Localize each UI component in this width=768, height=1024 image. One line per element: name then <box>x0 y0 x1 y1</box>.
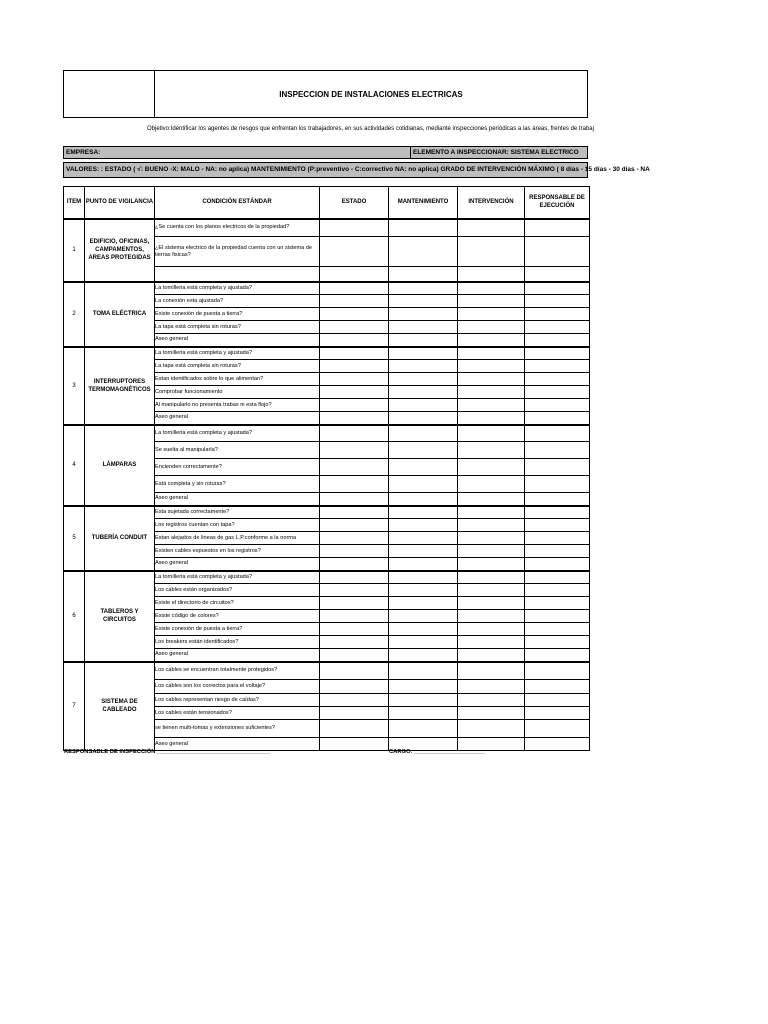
responsable-cell[interactable] <box>525 321 590 334</box>
item-number: 2 <box>64 282 85 347</box>
responsable-cell[interactable] <box>525 707 590 720</box>
estado-cell[interactable] <box>320 373 389 386</box>
table-row <box>64 662 590 680</box>
condicion-estandar: Aseo general <box>155 334 320 347</box>
intervencion-cell[interactable] <box>458 545 525 558</box>
responsable-cell[interactable] <box>525 334 590 347</box>
logo-box <box>63 70 155 118</box>
responsable-cell[interactable] <box>525 295 590 308</box>
mantenimiento-cell[interactable] <box>389 506 458 519</box>
condicion-estandar: Existen cables expuestos en los registros? <box>155 545 320 558</box>
punto-vigilancia: EDIFICIO, OFICINAS, CAMPAMENTOS, AREAS PROTEGIDAS <box>85 219 155 282</box>
responsable-cell[interactable] <box>525 386 590 399</box>
header-intervencion: INTERVENCIÓN <box>458 187 525 219</box>
intervencion-cell[interactable] <box>458 558 525 571</box>
estado-cell[interactable] <box>320 720 389 738</box>
condicion-estandar: Aseo general <box>155 649 320 662</box>
mantenimiento-cell[interactable] <box>389 597 458 610</box>
condicion-estandar: Los cables representan riesgo de caídas? <box>155 694 320 707</box>
responsable-cell[interactable] <box>525 623 590 636</box>
estado-cell[interactable] <box>320 493 389 506</box>
intervencion-cell[interactable] <box>458 662 525 680</box>
responsable-cell[interactable] <box>525 267 590 282</box>
condicion-estandar: se tienen multi-tomas y extensiones suficientes? <box>155 720 320 738</box>
intervencion-cell[interactable] <box>458 219 525 237</box>
condicion-estandar: Estan identificados sobre lo que alimentan? <box>155 373 320 386</box>
intervencion-cell[interactable] <box>458 459 525 476</box>
mantenimiento-cell[interactable] <box>389 707 458 720</box>
condicion-estandar: Comprobar funcionamiento <box>155 386 320 399</box>
intervencion-cell[interactable] <box>458 442 525 459</box>
estado-cell[interactable] <box>320 738 389 751</box>
mantenimiento-cell[interactable] <box>389 571 458 584</box>
responsable-cell[interactable] <box>525 558 590 571</box>
responsable-cell[interactable] <box>525 636 590 649</box>
responsable-cell[interactable] <box>525 459 590 476</box>
condicion-estandar: La tornilleria está completa y ajustada? <box>155 425 320 442</box>
objective-text: Objetivo:Identificar los agentes de riesgos que enfrentan los trabajadores, en sus actividades cotidianas, mediante inspecciones periódicas a las áreas, frentes de trabaj <box>147 126 594 132</box>
estado-cell[interactable] <box>320 459 389 476</box>
mantenimiento-cell[interactable] <box>389 636 458 649</box>
mantenimiento-cell[interactable] <box>389 399 458 412</box>
mantenimiento-cell[interactable] <box>389 649 458 662</box>
estado-cell[interactable] <box>320 442 389 459</box>
intervencion-cell[interactable] <box>458 506 525 519</box>
estado-cell[interactable] <box>320 571 389 584</box>
header-responsable: RESPONSABLE DE EJECUCIÓN <box>525 187 590 219</box>
condicion-estandar: Estan alejados de lineas de gas L.P.conforme a la norma <box>155 532 320 545</box>
inspection-table <box>63 186 590 751</box>
condicion-estandar: Aseo general <box>155 558 320 571</box>
intervencion-cell[interactable] <box>458 610 525 623</box>
estado-cell[interactable] <box>320 680 389 694</box>
item-number: 6 <box>64 571 85 662</box>
intervencion-cell[interactable] <box>458 425 525 442</box>
intervencion-cell[interactable] <box>458 636 525 649</box>
mantenimiento-cell[interactable] <box>389 532 458 545</box>
mantenimiento-cell[interactable] <box>389 459 458 476</box>
estado-cell[interactable] <box>320 623 389 636</box>
intervencion-cell[interactable] <box>458 720 525 738</box>
intervencion-cell[interactable] <box>458 295 525 308</box>
responsable-cell[interactable] <box>525 493 590 506</box>
punto-vigilancia: TOMA ELÉCTRICA <box>85 282 155 347</box>
responsable-cell[interactable] <box>525 680 590 694</box>
estado-cell[interactable] <box>320 295 389 308</box>
condicion-estandar: Aseo general <box>155 493 320 506</box>
mantenimiento-cell[interactable] <box>389 545 458 558</box>
estado-cell[interactable] <box>320 386 389 399</box>
estado-cell[interactable] <box>320 237 389 267</box>
condicion-estandar: Los cables se encuentran totalmente protegidos? <box>155 662 320 680</box>
estado-cell[interactable] <box>320 584 389 597</box>
mantenimiento-cell[interactable] <box>389 476 458 493</box>
item-number: 4 <box>64 425 85 506</box>
intervencion-cell[interactable] <box>458 412 525 425</box>
responsable-cell[interactable] <box>525 545 590 558</box>
intervencion-cell[interactable] <box>458 584 525 597</box>
responsable-cell[interactable] <box>525 442 590 459</box>
mantenimiento-cell[interactable] <box>389 282 458 295</box>
estado-cell[interactable] <box>320 347 389 360</box>
mantenimiento-cell[interactable] <box>389 720 458 738</box>
mantenimiento-cell[interactable] <box>389 519 458 532</box>
condicion-estandar: La tornilleria está completa y ajustada? <box>155 282 320 295</box>
mantenimiento-cell[interactable] <box>389 662 458 680</box>
condicion-estandar: La tapa está completa sin roturas? <box>155 321 320 334</box>
form-title: INSPECCION DE INSTALACIONES ELECTRICAS <box>154 70 588 118</box>
intervencion-cell[interactable] <box>458 623 525 636</box>
condicion-estandar: ¿El sistema electrico de la propiedad cuenta con un sistema de tierras fisicas? <box>155 237 320 267</box>
header-condicion: CONDICIÓN ESTÁNDAR <box>155 187 320 219</box>
punto-vigilancia: LÁMPARAS <box>85 425 155 506</box>
responsable-cell[interactable] <box>525 425 590 442</box>
responsable-cell[interactable] <box>525 662 590 680</box>
responsable-cell[interactable] <box>525 720 590 738</box>
condicion-estandar: Existe código de colores? <box>155 610 320 623</box>
responsable-cell[interactable] <box>525 373 590 386</box>
table-row <box>64 282 590 295</box>
intervencion-cell[interactable] <box>458 649 525 662</box>
estado-cell[interactable] <box>320 308 389 321</box>
responsable-cell[interactable] <box>525 597 590 610</box>
estado-cell[interactable] <box>320 597 389 610</box>
mantenimiento-cell[interactable] <box>389 610 458 623</box>
condicion-estandar: Aseo general <box>155 738 320 751</box>
intervencion-cell[interactable] <box>458 237 525 267</box>
intervencion-cell[interactable] <box>458 476 525 493</box>
mantenimiento-cell[interactable] <box>389 425 458 442</box>
estado-cell[interactable] <box>320 558 389 571</box>
intervencion-cell[interactable] <box>458 707 525 720</box>
table-row <box>64 506 590 519</box>
estado-cell[interactable] <box>320 662 389 680</box>
responsable-cell[interactable] <box>525 610 590 623</box>
responsable-cell[interactable] <box>525 519 590 532</box>
intervencion-cell[interactable] <box>458 386 525 399</box>
mantenimiento-cell[interactable] <box>389 694 458 707</box>
table-row <box>64 347 590 360</box>
mantenimiento-cell[interactable] <box>389 623 458 636</box>
mantenimiento-cell[interactable] <box>389 360 458 373</box>
mantenimiento-cell[interactable] <box>389 442 458 459</box>
estado-cell[interactable] <box>320 360 389 373</box>
punto-vigilancia: TABLEROS Y CIRCUITOS <box>85 571 155 662</box>
responsable-cell[interactable] <box>525 532 590 545</box>
estado-cell[interactable] <box>320 610 389 623</box>
estado-cell[interactable] <box>320 425 389 442</box>
responsable-cell[interactable] <box>525 282 590 295</box>
condicion-estandar: La tornilleria está completa y ajustada? <box>155 571 320 584</box>
estado-cell[interactable] <box>320 334 389 347</box>
responsable-cell[interactable] <box>525 571 590 584</box>
footer-responsable: RESPONSABLE DE INSPECCIÓN ___________________________________ <box>64 749 270 755</box>
mantenimiento-cell[interactable] <box>389 308 458 321</box>
estado-cell[interactable] <box>320 532 389 545</box>
table-header-row <box>64 187 590 219</box>
elemento-label: ELEMENTO A INSPECCIONAR: SISTEMA ELECTRICO <box>410 146 588 159</box>
estado-cell[interactable] <box>320 282 389 295</box>
responsable-cell[interactable] <box>525 584 590 597</box>
responsable-cell[interactable] <box>525 399 590 412</box>
mantenimiento-cell[interactable] <box>389 334 458 347</box>
intervencion-cell[interactable] <box>458 399 525 412</box>
mantenimiento-cell[interactable] <box>389 321 458 334</box>
mantenimiento-cell[interactable] <box>389 219 458 237</box>
mantenimiento-cell[interactable] <box>389 237 458 267</box>
condicion-estandar: La conexión esta ajustada? <box>155 295 320 308</box>
intervencion-cell[interactable] <box>458 571 525 584</box>
empresa-label: EMPRESA: <box>63 146 411 159</box>
condicion-estandar: Aseo general <box>155 412 320 425</box>
estado-cell[interactable] <box>320 412 389 425</box>
condicion-estandar: Existe el directorio de circuitos? <box>155 597 320 610</box>
mantenimiento-cell[interactable] <box>389 412 458 425</box>
estado-cell[interactable] <box>320 219 389 237</box>
intervencion-cell[interactable] <box>458 308 525 321</box>
mantenimiento-cell[interactable] <box>389 558 458 571</box>
intervencion-cell[interactable] <box>458 493 525 506</box>
estado-cell[interactable] <box>320 476 389 493</box>
item-number: 5 <box>64 506 85 571</box>
estado-cell[interactable] <box>320 649 389 662</box>
intervencion-cell[interactable] <box>458 267 525 282</box>
estado-cell[interactable] <box>320 707 389 720</box>
table-row <box>64 219 590 237</box>
estado-cell[interactable] <box>320 694 389 707</box>
mantenimiento-cell[interactable] <box>389 680 458 694</box>
responsable-cell[interactable] <box>525 694 590 707</box>
intervencion-cell[interactable] <box>458 321 525 334</box>
condicion-estandar: Está completa y sin roturas? <box>155 476 320 493</box>
responsable-cell[interactable] <box>525 738 590 751</box>
responsable-cell[interactable] <box>525 649 590 662</box>
condicion-estandar: ¿Se cuenta con los planos electricos de la propiedad? <box>155 219 320 237</box>
intervencion-cell[interactable] <box>458 532 525 545</box>
header-mantenimiento: MANTENIMIENTO <box>389 187 458 219</box>
estado-cell[interactable] <box>320 506 389 519</box>
responsable-cell[interactable] <box>525 237 590 267</box>
intervencion-cell[interactable] <box>458 347 525 360</box>
intervencion-cell[interactable] <box>458 597 525 610</box>
table-row <box>64 425 590 442</box>
mantenimiento-cell[interactable] <box>389 347 458 360</box>
responsable-cell[interactable] <box>525 360 590 373</box>
condicion-estandar: Encienden correctamente? <box>155 459 320 476</box>
intervencion-cell[interactable] <box>458 360 525 373</box>
mantenimiento-cell[interactable] <box>389 386 458 399</box>
footer-cargo: CARGO: ______________________ <box>389 749 486 755</box>
condicion-estandar: Los registros cuentan con tapa? <box>155 519 320 532</box>
estado-cell[interactable] <box>320 545 389 558</box>
table-row <box>64 571 590 584</box>
condicion-estandar: Al manipularlo no presenta trabas ni esta flojo? <box>155 399 320 412</box>
header-punto: PUNTO DE VIGILANCIA <box>85 187 155 219</box>
condicion-estandar: Esta sujetada correctamente? <box>155 506 320 519</box>
estado-cell[interactable] <box>320 636 389 649</box>
responsable-cell[interactable] <box>525 476 590 493</box>
punto-vigilancia: SISTEMA DE CABLEADO <box>85 662 155 751</box>
responsable-cell[interactable] <box>525 308 590 321</box>
estado-cell[interactable] <box>320 399 389 412</box>
header-estado: ESTADO <box>320 187 389 219</box>
item-number: 7 <box>64 662 85 751</box>
condicion-estandar: La tornilleria está completa y ajustada? <box>155 347 320 360</box>
intervencion-cell[interactable] <box>458 694 525 707</box>
responsable-cell[interactable] <box>525 506 590 519</box>
punto-vigilancia: INTERRUPTORES TERMOMAGNÉTICOS <box>85 347 155 425</box>
mantenimiento-cell[interactable] <box>389 373 458 386</box>
intervencion-cell[interactable] <box>458 680 525 694</box>
punto-vigilancia: TUBERÍA CONDUIT <box>85 506 155 571</box>
estado-cell[interactable] <box>320 321 389 334</box>
condicion-estandar: Los breakers están identificados? <box>155 636 320 649</box>
condicion-estandar: La tapa está completa sin roturas? <box>155 360 320 373</box>
condicion-estandar: Existe conexión de puesta a tierra? <box>155 623 320 636</box>
condicion-estandar: Los cables son los correctos para el voltaje? <box>155 680 320 694</box>
intervencion-cell[interactable] <box>458 282 525 295</box>
condicion-estandar: Los cables están tensionados? <box>155 707 320 720</box>
mantenimiento-cell[interactable] <box>389 584 458 597</box>
intervencion-cell[interactable] <box>458 373 525 386</box>
header-item: ITEM <box>64 187 85 219</box>
mantenimiento-cell[interactable] <box>389 295 458 308</box>
responsable-cell[interactable] <box>525 412 590 425</box>
estado-cell[interactable] <box>320 267 389 282</box>
condicion-estandar: Existe conexión de puesta a tierra? <box>155 308 320 321</box>
mantenimiento-cell[interactable] <box>389 493 458 506</box>
responsable-cell[interactable] <box>525 347 590 360</box>
responsable-cell[interactable] <box>525 219 590 237</box>
condicion-estandar <box>155 267 320 282</box>
item-number: 1 <box>64 219 85 282</box>
condicion-estandar: Se suelta al manipularla? <box>155 442 320 459</box>
estado-cell[interactable] <box>320 519 389 532</box>
valores-legend: VALORES: : ESTADO ( √: BUENO -X: MALO - NA: no aplica) MANTENIMIENTO (P:preventivo - C:correctivo NA: no aplica) GRADO DE INTERVENCIÓN MÁXIMO ( 8 días - 15 días - 30 días - NA <box>63 162 588 178</box>
intervencion-cell[interactable] <box>458 334 525 347</box>
intervencion-cell[interactable] <box>458 519 525 532</box>
item-number: 3 <box>64 347 85 425</box>
mantenimiento-cell[interactable] <box>389 267 458 282</box>
condicion-estandar: Los cables están organizados? <box>155 584 320 597</box>
